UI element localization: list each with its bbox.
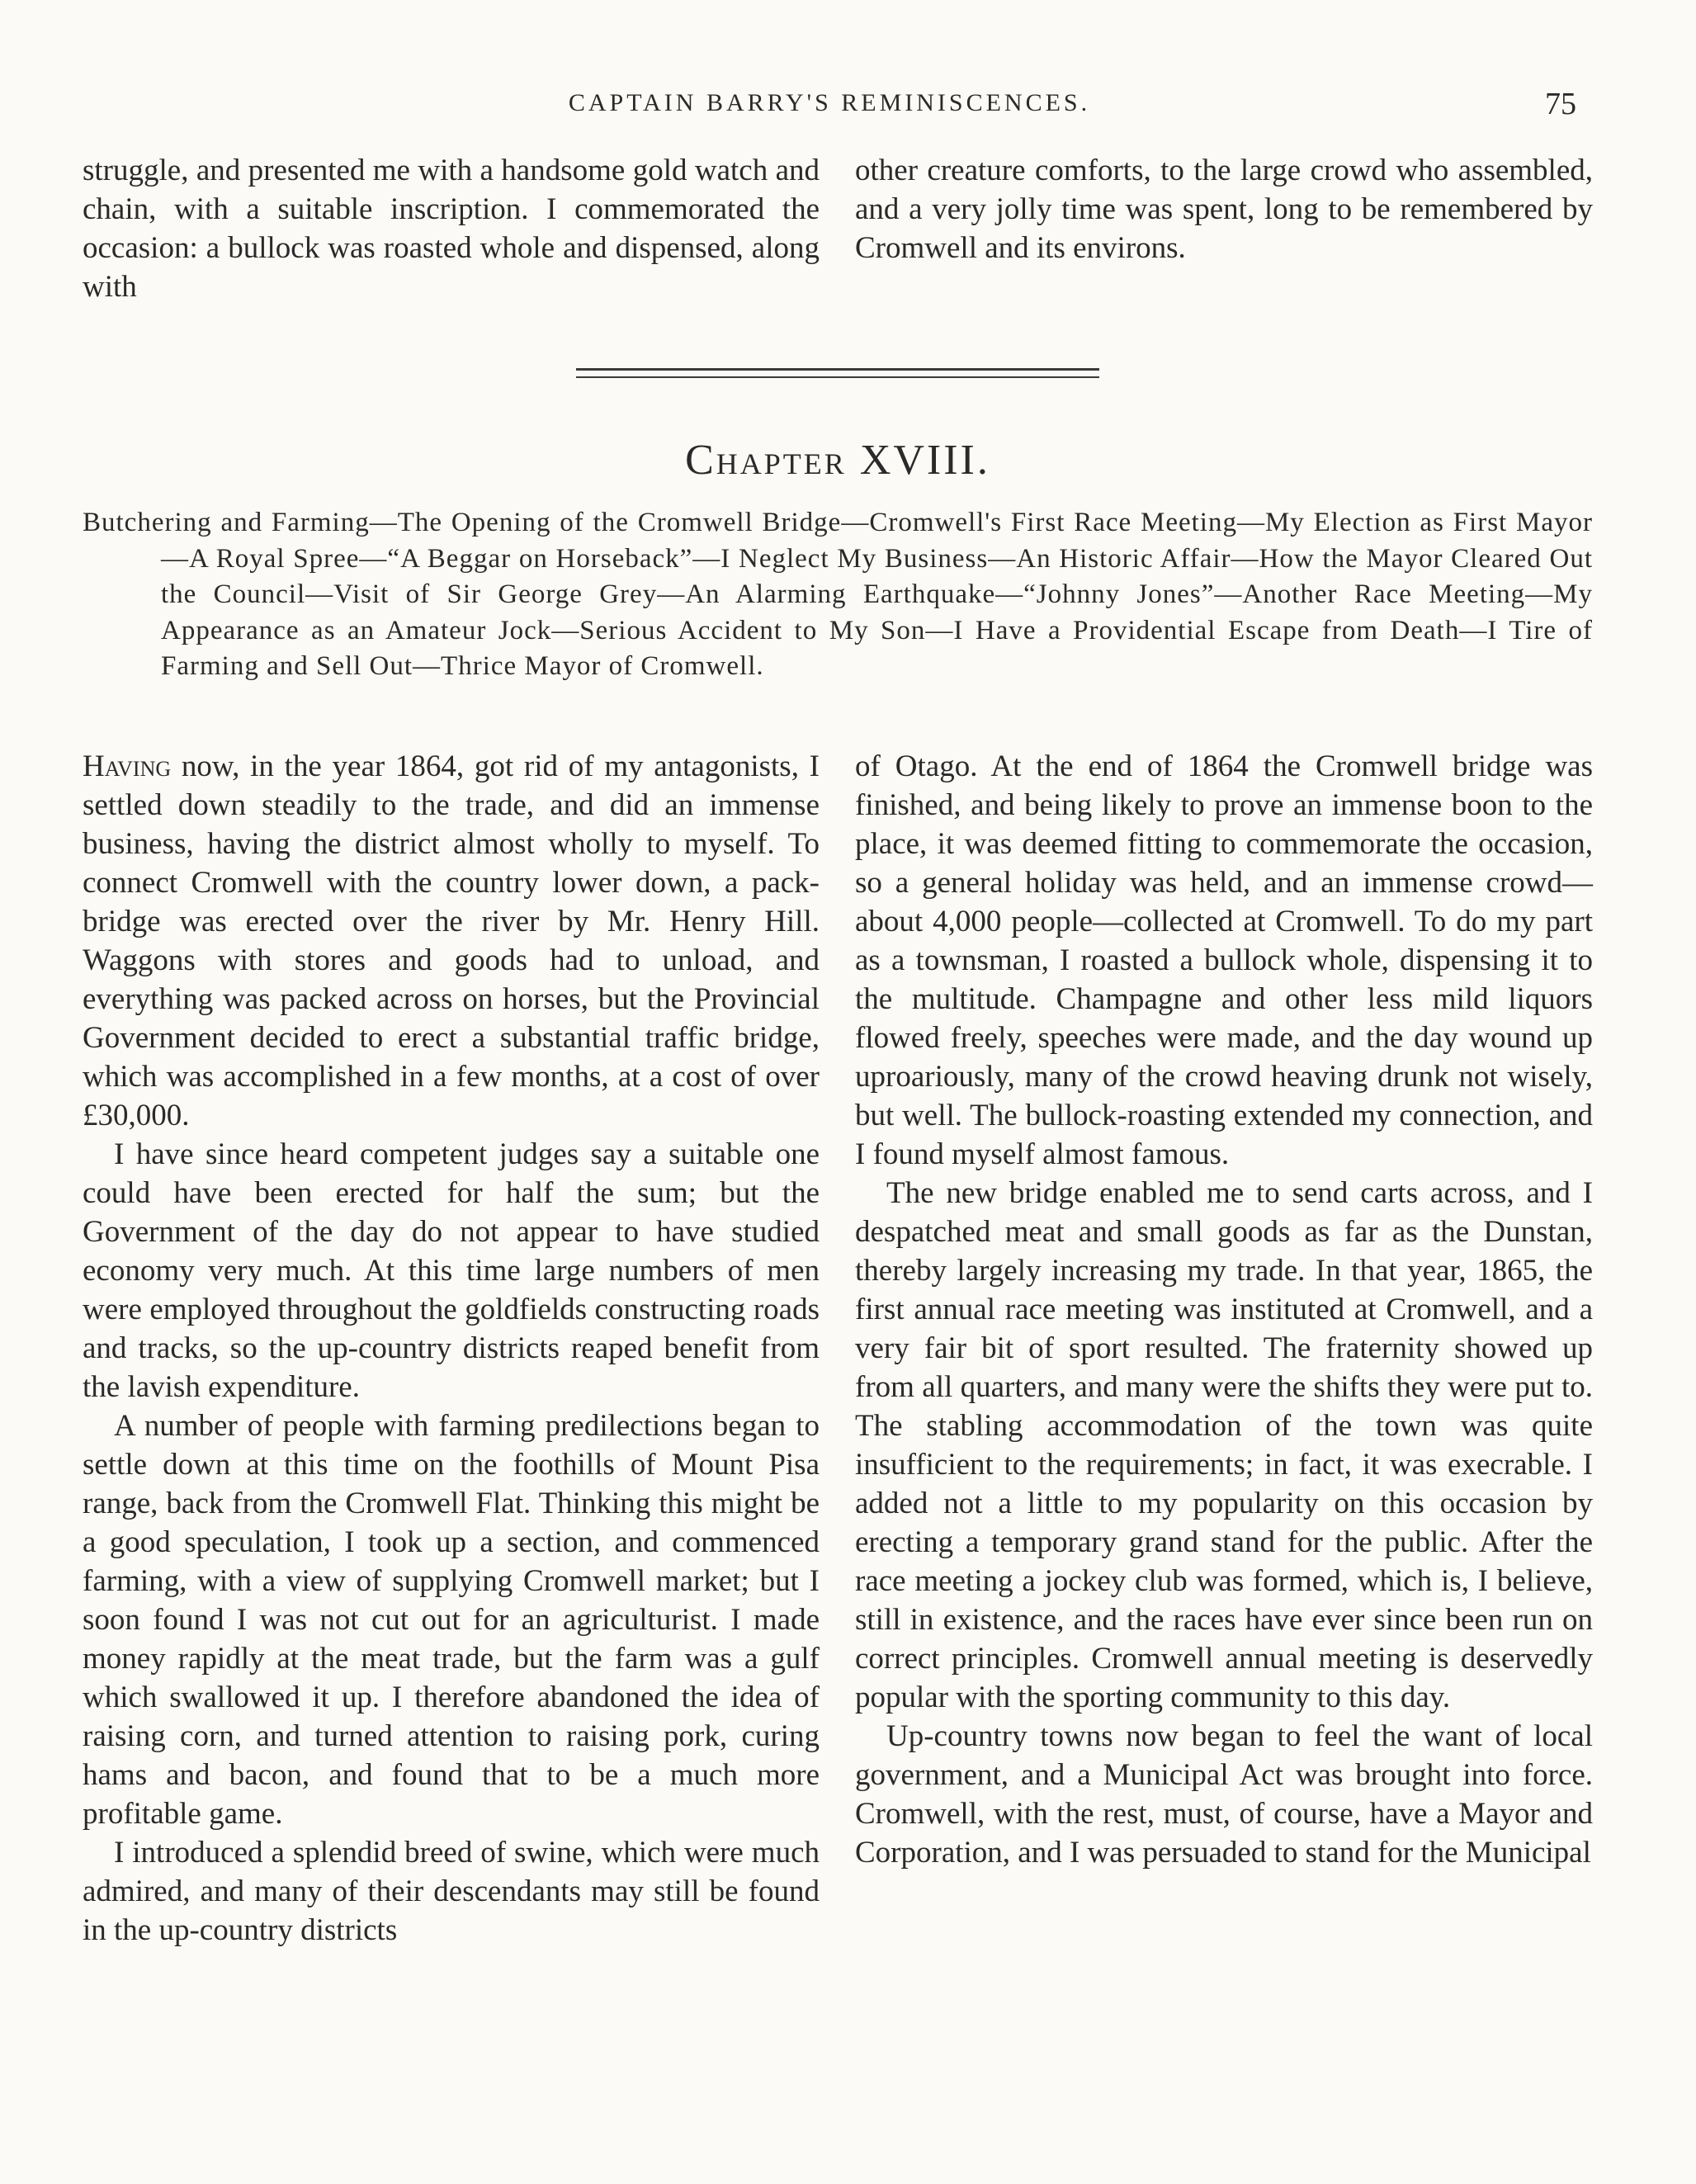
paragraph-3: A number of people with farming predilections began to settle down at this time on the foothills of Mount Pisa range, back from the Cromwell Flat. Thinking this might be a good speculation, I took up a section, and commenced farming, with a view of supplying Cromwell market; but I soon found I was not cut out for an agriculturist. I made money rapidly at the meat trade, but the farm was a gulf which swallowed it up. I therefore abandoned the idea of raising corn, and turned attention to raising pork, curing hams and bacon, and found that to be a much more profitable game. [83,1409,820,1831]
top-left-column [83,151,820,306]
paragraph-6: The new bridge enabled me to send carts across, and I despatched meat and small goods as far as the Dunstan, thereby largely increasing my trade. In that year, 1865, the first annual race meeting was instituted at Cromwell, and a very fair bit of sport resulted. The fraternity showed up from all quarters, and many were the shifts they were put to. The stabling accommodation of the town was quite insufficient to the requirements; in fact, it was execrable. I added not a little to my popularity on this occasion by erecting a temporary grand stand for the public. After the race meeting a jockey club was formed, which is, I believe, still in existence, and the races have ever since been run on correct principles. Cromwell annual meeting is deservedly popular with the sporting community to this day. [855,1176,1593,1714]
paragraph-lead-word: Having [83,749,172,783]
chapter-label: Chapter [685,437,847,484]
running-title: CAPTAIN BARRY'S REMINISCENCES. [568,89,1091,116]
top-right-text: other creature comforts, to the large crowd who assembled, and a very jolly time was spent, long to be remembered by Cromwell and its environs. [855,154,1593,265]
paragraph-1 [83,747,820,1135]
section-divider-top [576,368,1099,371]
main-left-column [83,747,820,1950]
paragraph-7: Up-country towns now began to feel the want of local government, and a Municipal Act was brought into force. Cromwell, with the rest, must, of course, have a Mayor and Corporation, and I was persuaded to stand for the Municipal [855,1719,1593,1870]
section-divider-bottom [576,376,1099,378]
top-right-column [855,151,1593,267]
paragraph-1-text: now, in the year 1864, got rid of my antagonists, I settled down steadily to the trade, and did an immense business, having the district almost wholly to myself. To connect Cromwell with the country lower down, a pack-bridge was erected over the river by Mr. Henry Hill. Waggons with stores and goods had to unload, and everything was packed across on horses, but the Provincial Government decided to erect a substantial traffic bridge, which was accomplished in a few months, at a cost of over £30,000. [83,749,820,1132]
paragraph-5: of Otago. At the end of 1864 the Cromwell bridge was finished, and being likely to prove an immense boon to the place, it was deemed fitting to commemorate the occasion, so a general holiday was held, and an immense crowd—about 4,000 people—collected at Cromwell. To do my part as a townsman, I roasted a bullock whole, dispensing it to the multitude. Champagne and other less mild liquors flowed freely, speeches were made, and the day wound up uproariously, many of the crowd heaving drunk not wisely, but well. The bullock-roasting extended my connection, and I found myself almost famous. [855,749,1593,1171]
paragraph-2: I have since heard competent judges say a suitable one could have been erected for half the sum; but the Government of the day do not appear to have studied economy very much. At this time large numbers of men were employed throughout the goldfields constructing roads and tracks, so the up-country districts reaped benefit from the lavish expenditure. [83,1137,820,1404]
page-number: 75 [1545,87,1576,121]
page-header [83,89,1576,130]
paragraph-4: I introduced a splendid breed of swine, which were much admired, and many of their descendants may still be found in the up-country districts [83,1836,820,1947]
chapter-numeral: XVIII. [859,437,990,484]
main-right-column [855,747,1593,1872]
top-left-text: struggle, and presented me with a handsome gold watch and chain, with a suitable inscription. I commemorated the occasion: a bullock was roasted whole and dispensed, along with [83,154,820,304]
chapter-title [83,436,1593,485]
chapter-synopsis: Butchering and Farming—The Opening of the Cromwell Bridge—Cromwell's First Race Meeting—My Election as First Mayor—A Royal Spree—“A Beggar on Horseback”—I Neglect My Business—An Historic Affair—How the Mayor Cleared Out the Council—Visit of Sir George Grey—An Alarming Earthquake—“Johnny Jones”—Another Race Meeting—My Appearance as an Amateur Jock—Serious Accident to My Son—I Have a Providential Escape from Death—I Tire of Farming and Sell Out—Thrice Mayor of Cromwell. [83,508,1593,681]
